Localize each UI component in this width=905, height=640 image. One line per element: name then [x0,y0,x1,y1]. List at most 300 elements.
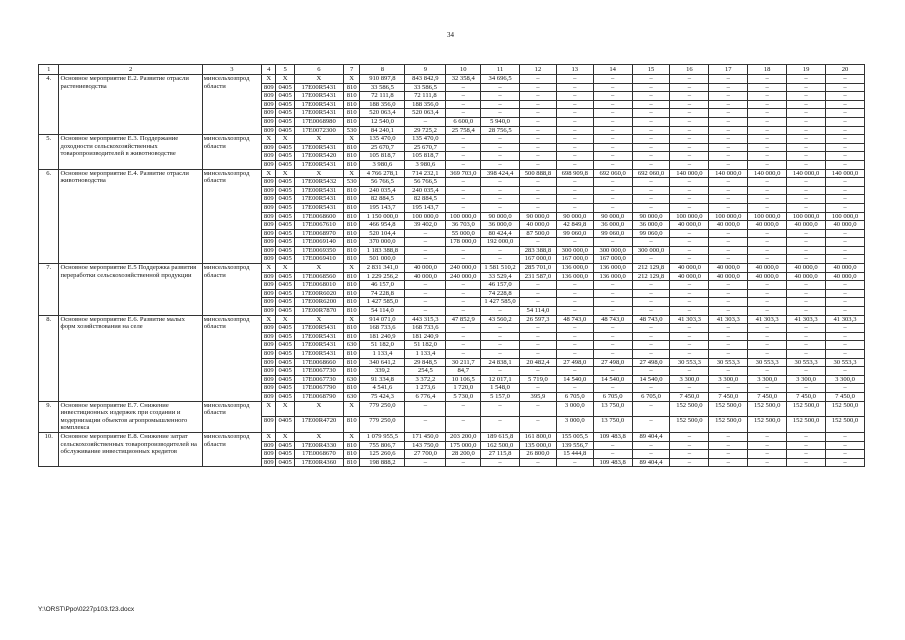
value-cell-col-15: – [632,135,670,144]
value-cell-col-17: – [709,92,748,101]
value-cell-col-17: 100 000,0 [709,212,748,221]
value-cell-col-20: 7 450,0 [826,392,865,401]
value-cell-col-19: 152 500,0 [787,417,826,433]
value-cell-col-4: 809 [262,160,276,169]
column-header-15: 15 [632,65,670,75]
value-cell-col-15: – [632,281,670,290]
value-cell-col-13: – [556,341,593,350]
value-cell-col-20: – [826,441,865,450]
value-cell-col-7: X [343,169,359,178]
value-cell-col-16: – [670,350,709,359]
value-cell-col-19: – [787,289,826,298]
value-cell-col-8: 520 063,4 [360,109,405,118]
value-cell-col-12: – [520,160,557,169]
value-cell-col-11: 162 500,0 [481,441,520,450]
value-cell-col-16: – [670,203,709,212]
value-cell-col-4: 809 [262,450,276,459]
value-cell-col-9: 25 670,7 [405,143,446,152]
value-cell-col-6: 17E0072300 [294,126,343,135]
value-cell-col-7: 810 [343,255,359,264]
value-cell-col-9: 143 750,0 [405,441,446,450]
value-cell-col-20: – [826,367,865,376]
value-cell-col-11: 28 756,5 [481,126,520,135]
value-cell-col-4: 809 [262,441,276,450]
value-cell-col-17: – [709,341,748,350]
value-cell-col-15: – [632,117,670,126]
value-cell-col-4: X [262,264,276,273]
value-cell-col-9: 1 133,4 [405,350,446,359]
value-cell-col-10: – [446,307,481,316]
value-cell-col-7: 530 [343,126,359,135]
value-cell-col-7: 810 [343,152,359,161]
value-cell-col-10: 47 852,9 [446,315,481,324]
value-cell-col-14: – [593,203,632,212]
value-cell-col-5: X [276,75,294,84]
table-body [39,75,865,467]
value-cell-col-7: 810 [343,289,359,298]
value-cell-col-9: 240 035,4 [405,186,446,195]
value-cell-col-10: – [446,324,481,333]
value-cell-col-12: 135 000,0 [520,441,557,450]
value-cell-col-12: – [520,143,557,152]
value-cell-col-11: 189 615,8 [481,432,520,441]
value-cell-col-20: 140 000,0 [826,169,865,178]
table-row [39,264,865,273]
value-cell-col-19: 30 553,3 [787,358,826,367]
value-cell-col-18: 100 000,0 [748,212,787,221]
value-cell-col-15: 48 743,0 [632,315,670,324]
value-cell-col-15: – [632,298,670,307]
value-cell-col-10: – [446,281,481,290]
value-cell-col-17: – [709,75,748,84]
value-cell-col-20: – [826,152,865,161]
value-cell-col-20: 100 000,0 [826,212,865,221]
value-cell-col-5: 0405 [276,324,294,333]
value-cell-col-16: – [670,126,709,135]
value-cell-col-5: 0405 [276,126,294,135]
value-cell-col-15: 90 000,0 [632,212,670,221]
value-cell-col-11: – [481,332,520,341]
value-cell-col-18: – [748,203,787,212]
value-cell-col-20: – [826,238,865,247]
value-cell-col-8: 4 766 278,1 [360,169,405,178]
value-cell-col-12: – [520,83,557,92]
value-cell-col-20: 40 000,0 [826,221,865,230]
value-cell-col-10: 5 730,0 [446,392,481,401]
value-cell-col-15: – [632,238,670,247]
value-cell-col-16: – [670,83,709,92]
value-cell-col-6: 17E00R5431 [294,203,343,212]
value-cell-col-19: 41 303,3 [787,315,826,324]
value-cell-col-17: – [709,350,748,359]
value-cell-col-7: 810 [343,221,359,230]
value-cell-col-19: – [787,203,826,212]
value-cell-col-16: – [670,324,709,333]
responsible-executor-cell: минсельхозпрод области [202,264,261,316]
value-cell-col-18: 40 000,0 [748,272,787,281]
value-cell-col-11: 5 157,0 [481,392,520,401]
value-cell-col-4: 809 [262,458,276,467]
value-cell-col-15: 212 129,8 [632,272,670,281]
value-cell-col-6: 17E00R4330 [294,441,343,450]
value-cell-col-12: – [520,203,557,212]
value-cell-col-5: 0405 [276,350,294,359]
value-cell-col-6: X [294,264,343,273]
value-cell-col-20: – [826,178,865,187]
value-cell-col-5: 0405 [276,272,294,281]
value-cell-col-9: 171 450,0 [405,432,446,441]
value-cell-col-11: 1 548,0 [481,384,520,393]
value-cell-col-6: 17E0067610 [294,221,343,230]
value-cell-col-11: – [481,307,520,316]
value-cell-col-14: – [593,186,632,195]
value-cell-col-14: 14 540,0 [593,375,632,384]
value-cell-col-14: – [593,332,632,341]
value-cell-col-17: 3 300,0 [709,375,748,384]
value-cell-col-12: 26 800,0 [520,450,557,459]
value-cell-col-13: 698 909,8 [556,169,593,178]
value-cell-col-4: 809 [262,289,276,298]
value-cell-col-6: 17E0068560 [294,272,343,281]
value-cell-col-15: – [632,332,670,341]
value-cell-col-4: X [262,135,276,144]
value-cell-col-19: – [787,298,826,307]
column-header-3: 3 [202,65,261,75]
value-cell-col-16: – [670,432,709,441]
value-cell-col-8: 188 356,0 [360,100,405,109]
value-cell-col-11: 192 000,0 [481,238,520,247]
value-cell-col-14: – [593,135,632,144]
value-cell-col-19: – [787,186,826,195]
value-cell-col-20: – [826,203,865,212]
value-cell-col-4: 809 [262,109,276,118]
value-cell-col-13: – [556,186,593,195]
value-cell-col-4: 809 [262,221,276,230]
value-cell-col-10: – [446,178,481,187]
value-cell-col-10: 32 358,4 [446,75,481,84]
value-cell-col-7: X [343,135,359,144]
value-cell-col-20: – [826,186,865,195]
column-header-5: 5 [276,65,294,75]
value-cell-col-16: – [670,281,709,290]
value-cell-col-5: 0405 [276,417,294,433]
value-cell-col-12: 283 388,8 [520,246,557,255]
value-cell-col-10: 100 000,0 [446,212,481,221]
value-cell-col-10: – [446,160,481,169]
value-cell-col-6: 17E00R5431 [294,324,343,333]
value-cell-col-9: – [405,401,446,417]
value-cell-col-13: – [556,178,593,187]
value-cell-col-10: – [446,186,481,195]
value-cell-col-8: 755 806,7 [360,441,405,450]
value-cell-col-8: 84 240,1 [360,126,405,135]
column-header-9: 9 [405,65,446,75]
value-cell-col-14: – [593,307,632,316]
value-cell-col-6: 17E0069350 [294,246,343,255]
value-cell-col-15: – [632,417,670,433]
value-cell-col-15: 6 705,0 [632,392,670,401]
value-cell-col-19: – [787,367,826,376]
value-cell-col-8: 914 071,0 [360,315,405,324]
value-cell-col-8: 779 250,0 [360,417,405,433]
value-cell-col-4: 809 [262,100,276,109]
value-cell-col-5: X [276,315,294,324]
table-row [39,315,865,324]
value-cell-col-12: – [520,75,557,84]
value-cell-col-18: – [748,195,787,204]
value-cell-col-12: – [520,458,557,467]
value-cell-col-18: – [748,178,787,187]
value-cell-col-13: 6 705,0 [556,392,593,401]
value-cell-col-18: – [748,152,787,161]
value-cell-col-12: 87 500,0 [520,229,557,238]
value-cell-col-4: 809 [262,255,276,264]
value-cell-col-14: 136 000,0 [593,272,632,281]
value-cell-col-11: – [481,135,520,144]
value-cell-col-14: 36 000,0 [593,221,632,230]
value-cell-col-11: 34 696,5 [481,75,520,84]
value-cell-col-10: – [446,135,481,144]
value-cell-col-6: 17E00R6020 [294,289,343,298]
value-cell-col-16: 40 000,0 [670,221,709,230]
value-cell-col-11: – [481,152,520,161]
responsible-executor-cell: минсельхозпрод области [202,169,261,264]
value-cell-col-15: – [632,367,670,376]
value-cell-col-17: – [709,289,748,298]
value-cell-col-16: 100 000,0 [670,212,709,221]
value-cell-col-17: – [709,458,748,467]
value-cell-col-12: – [520,135,557,144]
value-cell-col-5: 0405 [276,109,294,118]
row-number-cell: 9. [39,401,59,432]
value-cell-col-9: 29 725,2 [405,126,446,135]
value-cell-col-4: 809 [262,143,276,152]
value-cell-col-6: X [294,169,343,178]
value-cell-col-18: – [748,332,787,341]
value-cell-col-7: X [343,401,359,417]
value-cell-col-8: 54 114,0 [360,307,405,316]
value-cell-col-16: – [670,100,709,109]
value-cell-col-19: – [787,384,826,393]
value-cell-col-16: – [670,186,709,195]
value-cell-col-19: – [787,332,826,341]
value-cell-col-20: – [826,160,865,169]
value-cell-col-15: – [632,341,670,350]
value-cell-col-17: – [709,332,748,341]
value-cell-col-7: 630 [343,392,359,401]
value-cell-col-8: 3 980,6 [360,160,405,169]
value-cell-col-5: 0405 [276,392,294,401]
value-cell-col-10: – [446,83,481,92]
value-cell-col-16: – [670,195,709,204]
value-cell-col-11: – [481,109,520,118]
value-cell-col-15: 212 129,8 [632,264,670,273]
value-cell-col-7: 810 [343,92,359,101]
value-cell-col-10: – [446,152,481,161]
value-cell-col-6: 17E00R4720 [294,417,343,433]
value-cell-col-5: 0405 [276,178,294,187]
value-cell-col-12: 285 701,0 [520,264,557,273]
value-cell-col-15: – [632,152,670,161]
value-cell-col-17: – [709,186,748,195]
value-cell-col-4: 809 [262,272,276,281]
value-cell-col-8: 33 586,5 [360,83,405,92]
value-cell-col-5: 0405 [276,186,294,195]
value-cell-col-10: 36 703,0 [446,221,481,230]
value-cell-col-6: X [294,432,343,441]
value-cell-col-20: – [826,100,865,109]
value-cell-col-7: 810 [343,109,359,118]
value-cell-col-10: 175 000,0 [446,441,481,450]
value-cell-col-13: – [556,117,593,126]
value-cell-col-6: 17E0068970 [294,229,343,238]
value-cell-col-5: 0405 [276,160,294,169]
value-cell-col-5: X [276,401,294,417]
value-cell-col-10: 240 000,0 [446,272,481,281]
value-cell-col-18: – [748,100,787,109]
value-cell-col-19: – [787,441,826,450]
value-cell-col-15: – [632,255,670,264]
value-cell-col-17: 152 500,0 [709,417,748,433]
value-cell-col-7: 810 [343,332,359,341]
value-cell-col-5: 0405 [276,450,294,459]
value-cell-col-13: – [556,100,593,109]
value-cell-col-11: 90 000,0 [481,212,520,221]
value-cell-col-8: 2 831 341,0 [360,264,405,273]
value-cell-col-17: – [709,441,748,450]
value-cell-col-5: 0405 [276,152,294,161]
value-cell-col-16: – [670,367,709,376]
value-cell-col-16: – [670,298,709,307]
value-cell-col-18: – [748,324,787,333]
value-cell-col-19: 100 000,0 [787,212,826,221]
value-cell-col-17: – [709,384,748,393]
value-cell-col-16: – [670,450,709,459]
value-cell-col-9: 51 182,0 [405,341,446,350]
value-cell-col-9: 181 240,9 [405,332,446,341]
value-cell-col-15: – [632,289,670,298]
value-cell-col-5: 0405 [276,221,294,230]
value-cell-col-14: – [593,341,632,350]
value-cell-col-18: – [748,367,787,376]
value-cell-col-15: – [632,195,670,204]
value-cell-col-14: – [593,281,632,290]
value-cell-col-15: – [632,450,670,459]
value-cell-col-15: – [632,143,670,152]
value-cell-col-20: – [826,384,865,393]
value-cell-col-13: 42 849,8 [556,221,593,230]
value-cell-col-20: 152 500,0 [826,401,865,417]
value-cell-col-12: – [520,109,557,118]
value-cell-col-11: – [481,203,520,212]
value-cell-col-7: 810 [343,117,359,126]
value-cell-col-14: 48 743,0 [593,315,632,324]
value-cell-col-5: 0405 [276,83,294,92]
value-cell-col-4: 809 [262,367,276,376]
value-cell-col-17: – [709,152,748,161]
value-cell-col-7: 810 [343,307,359,316]
value-cell-col-20: – [826,458,865,467]
value-cell-col-12: 54 114,0 [520,307,557,316]
value-cell-col-11: – [481,324,520,333]
value-cell-col-10: – [446,458,481,467]
value-cell-col-9: 3 372,2 [405,375,446,384]
value-cell-col-10: 55 000,0 [446,229,481,238]
value-cell-col-19: – [787,458,826,467]
value-cell-col-11: – [481,143,520,152]
value-cell-col-10: – [446,203,481,212]
budget-table [38,64,865,467]
value-cell-col-11: 12 017,1 [481,375,520,384]
value-cell-col-15: – [632,100,670,109]
value-cell-col-17: – [709,160,748,169]
value-cell-col-20: – [826,135,865,144]
value-cell-col-10: 30 211,7 [446,358,481,367]
value-cell-col-16: – [670,109,709,118]
value-cell-col-18: 152 500,0 [748,417,787,433]
value-cell-col-20: 40 000,0 [826,264,865,273]
value-cell-col-6: 17E00R5431 [294,143,343,152]
value-cell-col-20: – [826,83,865,92]
value-cell-col-7: 810 [343,186,359,195]
value-cell-col-10: – [446,100,481,109]
value-cell-col-14: – [593,152,632,161]
value-cell-col-13: – [556,332,593,341]
value-cell-col-18: – [748,350,787,359]
value-cell-col-9: – [405,281,446,290]
value-cell-col-19: – [787,152,826,161]
value-cell-col-9: 29 848,5 [405,358,446,367]
value-cell-col-16: – [670,458,709,467]
value-cell-col-20: – [826,432,865,441]
value-cell-col-10: 240 000,0 [446,264,481,273]
value-cell-col-12: – [520,100,557,109]
value-cell-col-13: – [556,367,593,376]
value-cell-col-9: – [405,238,446,247]
value-cell-col-13: – [556,238,593,247]
value-cell-col-16: – [670,307,709,316]
value-cell-col-10: – [446,401,481,417]
value-cell-col-20: – [826,229,865,238]
value-cell-col-17: – [709,135,748,144]
value-cell-col-5: X [276,169,294,178]
value-cell-col-9: – [405,298,446,307]
value-cell-col-19: – [787,350,826,359]
column-header-14: 14 [593,65,632,75]
value-cell-col-9: 72 111,8 [405,92,446,101]
value-cell-col-17: – [709,432,748,441]
value-cell-col-12: 231 587,0 [520,272,557,281]
value-cell-col-6: 17E0068790 [294,392,343,401]
value-cell-col-4: 809 [262,281,276,290]
value-cell-col-9: 843 842,9 [405,75,446,84]
value-cell-col-10: 28 200,0 [446,450,481,459]
value-cell-col-11: – [481,350,520,359]
value-cell-col-18: – [748,92,787,101]
value-cell-col-13: – [556,143,593,152]
value-cell-col-6: 17E00R5431 [294,341,343,350]
value-cell-col-14: – [593,126,632,135]
value-cell-col-12: – [520,152,557,161]
row-number-cell: 8. [39,315,59,401]
value-cell-col-16: 3 300,0 [670,375,709,384]
column-header-1: 1 [39,65,59,75]
value-cell-col-9: 3 980,6 [405,160,446,169]
value-cell-col-19: – [787,100,826,109]
value-cell-col-7: 810 [343,229,359,238]
value-cell-col-7: 810 [343,358,359,367]
value-cell-col-13: – [556,135,593,144]
